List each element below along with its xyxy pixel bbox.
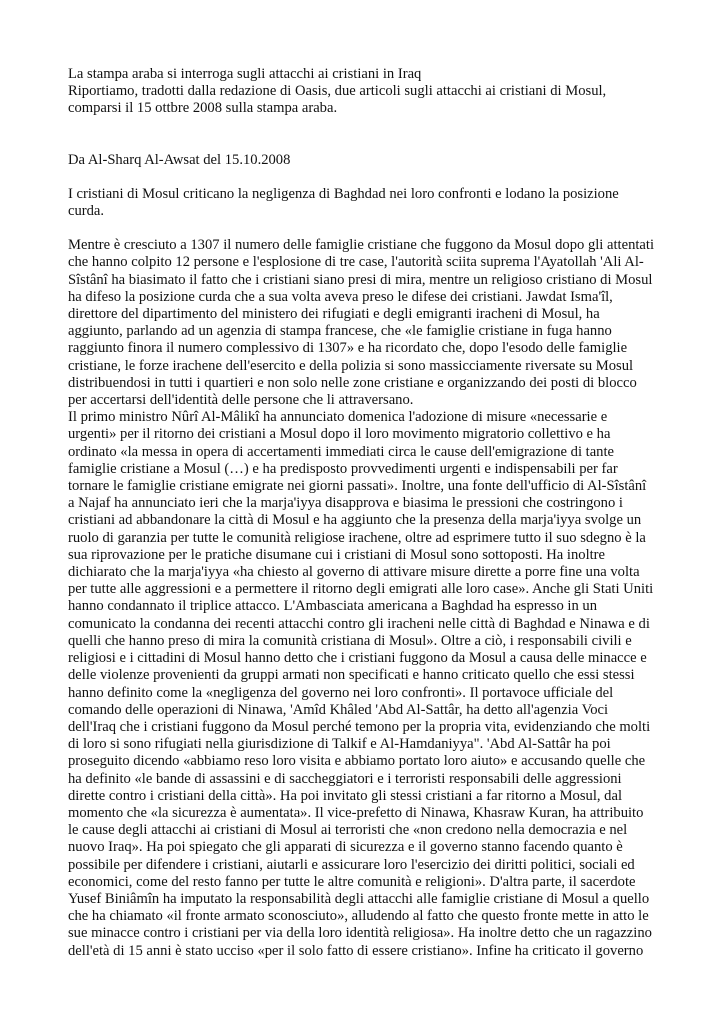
- document-title: La stampa araba si interroga sugli attacchi ai cristiani in Iraq: [68, 66, 422, 82]
- article-headline: I cristiani di Mosul criticano la negligenza di Baghdad nei loro confronti e lodano la posizione curda.: [68, 185, 619, 220]
- spacer: [68, 118, 656, 152]
- spacer: [68, 169, 656, 186]
- spacer: [68, 220, 656, 237]
- document-intro: Riportiamo, tradotti dalla redazione di Oasis, due articoli sugli attacchi ai cristiani di Mosul, comparsi il 15 ottbre 2008 sulla stampa araba.: [68, 83, 607, 117]
- document-page: [68, 66, 656, 960]
- source-line: Da Al-Sharq Al-Awsat del 15.10.2008: [68, 151, 291, 168]
- article-paragraph: Mentre è cresciuto a 1307 il numero delle famiglie cristiane che fuggono da Mosul dopo gli attentati che hanno colpito 12 persone e l'esplosione di tre case, l'autorità sciita suprema l'Ayatollah 'Ali Al-Sîstânî ha biasimato il fatto che i cristiani siano presi di mira, mentre un religioso cristiano di Mosul ha difeso la posizione curda che a sua volta aveva preso le difese dei cristiani. Jawdat Isma'îl, direttore del dipartimento del ministero dei rifugiati e degli emigranti iracheni di Mosul, ha aggiunto, parlando ad un agenzia di stampa francese, che «le famiglie cristiane in fuga hanno raggiunto finora il numero complessivo di 1307» e ha ricordato che, dopo l'esodo delle famiglie cristiane, le forze irachene dell'esercito e della polizia si sono massicciamente riversate su Mosul distribuendosi in tutti i quartieri e non solo nelle zone cristiane e organizzando dei posti di blocco per accertarsi dell'identità delle persone che li attraversano.: [68, 237, 655, 409]
- article-paragraph: Il primo ministro Nûrî Al-Mâlikî ha annunciato domenica l'adozione di misure «necessarie e urgenti» per il ritorno dei cristiani a Mosul dopo il loro movimento migratorio collettivo e ha ordinato «la messa in opera di accertamenti immediati circa le cause dell'emigrazione di tante famiglie cristiane a Mosul (…) e ha predisposto provvedimenti urgenti e indispensabili per far tornare le famiglie cristiane emigrate nei giorni passati». Inoltre, una fonte dell'ufficio di Al-Sîstânî a Najaf ha annunciato ieri che la marja'iyya disapprova e biasima le pressioni che costringono i cristiani ad abbandonare la città di Mosul e ha aggiunto che la presenza della marja'iyya svolge un ruolo di garanzia per tutte le comunità religiose irachene, oltre ad esprimere tutto il suo sdegno è la sua riprovazione per le pratiche disumane cui i cristiani di Mosul sono sottoposti. Ha inoltre dichiarato che la marja'iyya «ha chiesto al governo di attivare misure dirette a porre fine una volta per tutte alle aggressioni e a permettere il ritorno degli emigrati alle loro case». Anche gli Stati Uniti hanno condannato il triplice attacco. L'Ambasciata americana a Baghdad ha espresso in un comunicato la condanna dei recenti attacchi contro gli iracheni nelle città di Baghdad e Ninawa e di quelli che hanno preso di mira la comunità cristiana di Mosul». Oltre a ciò, i responsabili civili e religiosi e i cittadini di Mosul hanno detto che i cristiani fuggono da Mosul a causa delle minacce e delle violenze provenienti da gruppi armati non specificati e hanno criticato quello che essi stessi hanno definito come la «negligenza del governo nei loro confronti». Il portavoce ufficiale del comando delle operazioni di Ninawa, 'Amîd Khâled 'Abd Al-Sattâr, ha detto all'agenzia Voci dell'Iraq che i cristiani fuggono da Mosul perché temono per la propria vita, evidenziando che molti di loro si sono rifugiati nella giurisdizione di Talkif e Al-Hamdaniyya". 'Abd Al-Sattâr ha poi proseguito dicendo «abbiamo reso loro visita e abbiamo portato loro aiuto» e accusando quelle che ha definito «le bande di assassini e di saccheggiatori e i terroristi responsabili delle aggressioni dirette contro i cristiani della città». Ha poi invitato gli stessi cristiani a far ritorno a Mosul, dal momento che «la sicurezza è aumentata». Il vice-prefetto di Ninawa, Khasraw Kuran, ha attribuito le cause degli attacchi ai cristiani di Mosul ai terroristi che «non credono nella democrazia e nel nuovo Iraq». Ha poi spiegato che gli apparati di sicurezza e il governo stanno facendo quanto è possibile per difendere i cristiani, aiutarli e assicurare loro l'esercizio dei diritti politici, sociali ed economici, come del resto fanno per tutte le altre comunità e religioni». D'altra parte, il sacerdote Yusef Biniâmîn ha imputato la responsabilità degli attacchi alle famiglie cristiane di Mosul a quello che ha chiamato «il fronte armato sconosciuto», alludendo al fatto che questo fronte mette in atto le sue minacce contro i cristiani per via della loro identità religiosa». Ha inoltre detto che un ragazzino dell'età di 15 anni è stato ucciso «per il solo fatto di essere cristiano». Infine ha criticato il governo: [68, 409, 654, 959]
